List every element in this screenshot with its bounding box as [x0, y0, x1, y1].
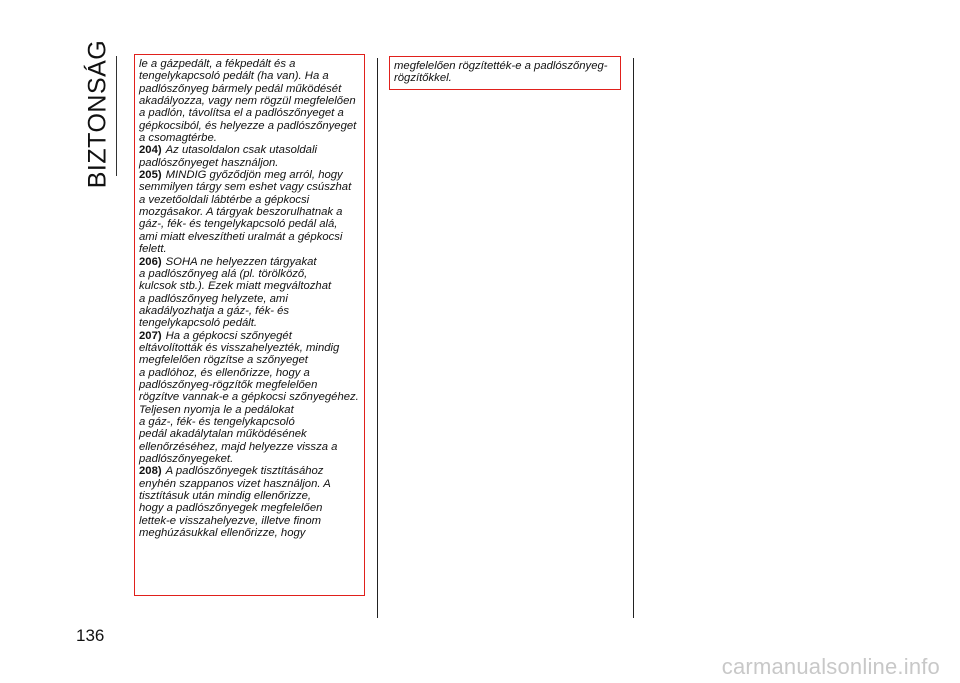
text-line: [139, 144, 360, 156]
text-line: hogy a padlószőnyegek megfelelően: [139, 502, 323, 515]
warning-box-right: [389, 56, 621, 90]
warning-number: 204): [139, 144, 162, 157]
warning-intro: [139, 58, 360, 144]
text-line: gáz-, fék- és tengelykapcsoló pedál alá,: [139, 218, 338, 231]
text-line: padlószőnyegeket.: [139, 453, 234, 465]
text-line: [139, 330, 360, 342]
text-line: [139, 465, 360, 477]
text-line: felett.: [139, 243, 167, 256]
text-line: mozgásakor. A tárgyak beszorulhatnak a: [139, 206, 343, 219]
text-line: kulcsok stb.). Ezek miatt megváltozhat: [139, 280, 332, 293]
text-line: a padlóhoz, és ellenőrizze, hogy a: [139, 366, 310, 379]
text-line: ami miatt elveszítheti uralmát a gépkocsi: [139, 230, 343, 243]
warning-items: [139, 144, 360, 539]
text-line: rögzítőkkel.: [394, 72, 452, 85]
warning-item: [139, 144, 360, 169]
warning-text: Az utasoldalon csak utasoldali: [165, 144, 317, 157]
warning-number: 208): [139, 465, 162, 478]
warning-item: [139, 169, 360, 255]
watermark-logo: carmanualsonline.info: [721, 654, 940, 679]
text-line: le a gázpedált, a fékpedált és a: [139, 58, 296, 70]
text-line: [139, 256, 360, 268]
text-line: megfelelően rögzítse a szőnyeget: [139, 354, 308, 367]
text-line: a csomagtérbe.: [139, 132, 217, 145]
text-line: a padlószőnyeg helyzete, ami: [139, 292, 288, 305]
warning-text: SOHA ne helyezzen tárgyakat: [165, 255, 317, 268]
text-line: gépkocsiból, és helyezze a padlószőnyeget: [139, 119, 357, 132]
text-line: meghúzásukkal ellenőrizze, hogy: [139, 527, 306, 540]
warning-box-left: [134, 54, 365, 596]
text-line: akadályozhatja a gáz-, fék- és: [139, 304, 290, 317]
text-line: semmilyen tárgy sem eshet vagy csúszhat: [139, 181, 352, 194]
text-line: [139, 169, 360, 181]
text-line: a padlószőnyeg alá (pl. törölköző,: [139, 267, 308, 280]
text-line: a vezetőoldali lábtérbe a gépkocsi: [139, 193, 310, 206]
warning-item: [139, 256, 360, 330]
warning-number: 205): [139, 169, 162, 182]
section-title: [78, 39, 118, 189]
section-rule: [116, 56, 117, 176]
column-divider: [633, 58, 634, 618]
text-line: ellenőrzéséhez, majd helyezze vissza a: [139, 440, 338, 453]
warning-text: Ha a gépkocsi szőnyegét: [165, 329, 292, 342]
text-line: akadályozza, vagy nem rögzül megfelelően: [139, 95, 356, 108]
text-line: a padlón, távolítsa el a padlószőnyeget a: [139, 107, 344, 120]
warning-text: A padlószőnyegek tisztításához: [165, 465, 324, 478]
text-line: tisztításuk után mindig ellenőrizze,: [139, 490, 312, 503]
text-line: megfelelően rögzítették-e a padlószőnyeg-: [394, 60, 608, 72]
text-line: Teljesen nyomja le a pedálokat: [139, 403, 294, 416]
warning-text: MINDIG győződjön meg arról, hogy: [165, 169, 343, 182]
column-divider: [377, 58, 378, 618]
warning-item: [139, 330, 360, 466]
warning-number: 206): [139, 255, 162, 268]
text-line: enyhén szappanos vizet használjon. A: [139, 477, 331, 490]
warning-number: 207): [139, 329, 162, 342]
text-line: tengelykapcsoló pedált (ha van). Ha a: [139, 70, 329, 83]
text-line: rögzítve vannak-e a gépkocsi szőnyegéhez.: [139, 391, 359, 404]
text-line: padlószőnyeg bármely pedál működését: [139, 82, 342, 95]
page-number: 136: [76, 626, 105, 645]
section-title-text: BIZTONSÁG: [83, 39, 112, 189]
text-line: eltávolították és visszahelyezték, mindig: [139, 341, 340, 354]
warning-continuation: [394, 60, 616, 85]
text-line: padlószőnyeget használjon.: [139, 156, 279, 169]
text-line: pedál akadálytalan működésének: [139, 428, 307, 441]
text-line: lettek-e visszahelyezve, illetve finom: [139, 514, 322, 527]
text-line: a gáz-, fék- és tengelykapcsoló: [139, 415, 295, 428]
text-line: padlószőnyeg-rögzítők megfelelően: [139, 378, 318, 391]
warning-item: [139, 465, 360, 539]
text-line: tengelykapcsoló pedált.: [139, 317, 258, 330]
